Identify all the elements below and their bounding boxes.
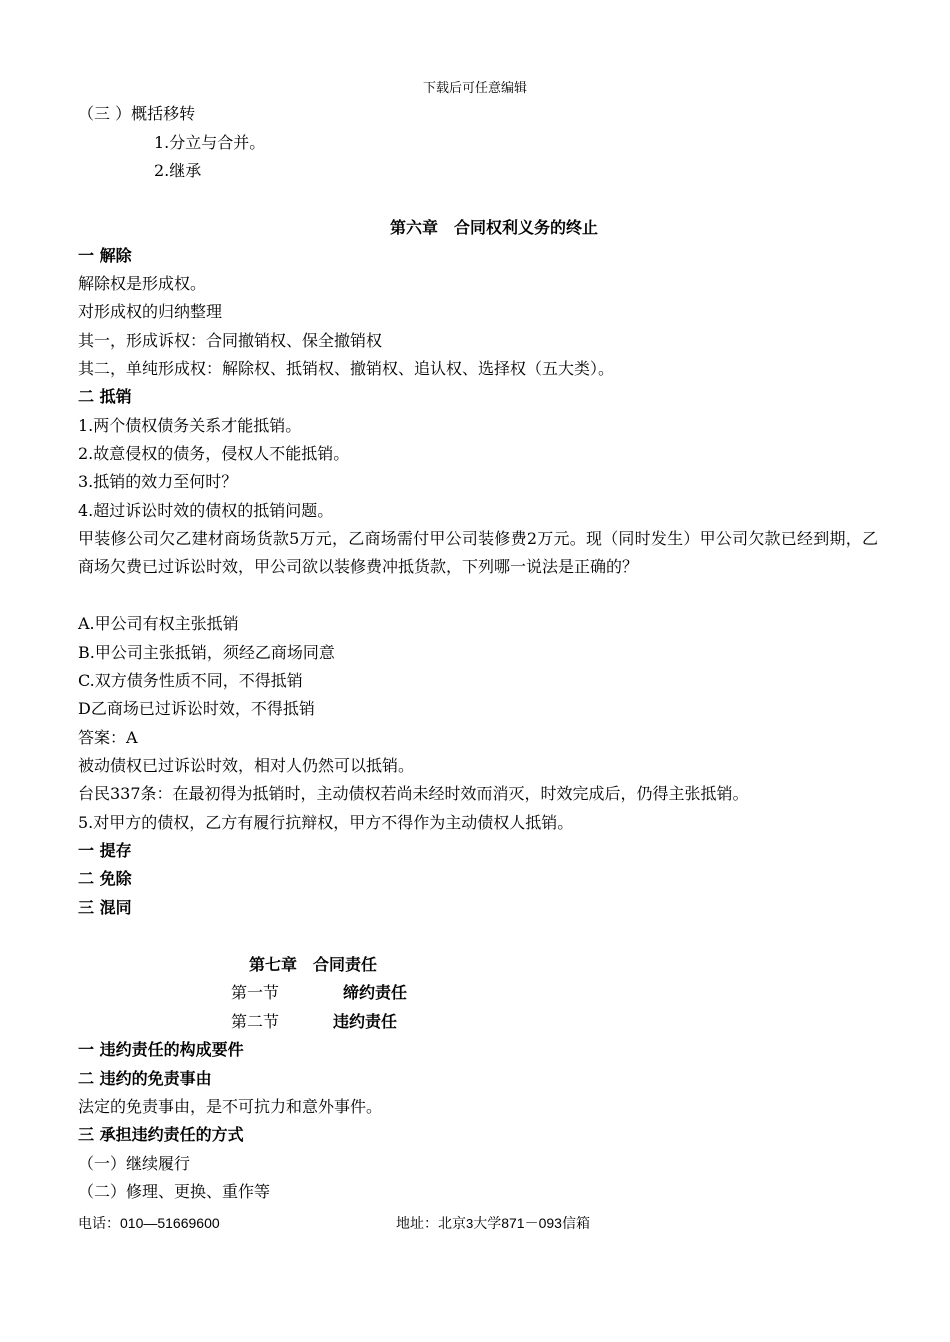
text-line: 5.对甲方的债权，乙方有履行抗辩权，甲方不得作为主动债权人抵销。 <box>78 813 574 832</box>
section1-title: 缔约责任 <box>343 983 408 1002</box>
answer-option-b: B.甲公司主张抵销，须经乙商场同意 <box>78 643 335 662</box>
list-item: 3.抵销的效力至何时？ <box>78 472 238 491</box>
section-title-exemption: 二 违约的免责事由 <box>78 1069 212 1088</box>
footer-phone: 电话：010—51669600 <box>78 1215 220 1231</box>
list-item: 1.两个债权债务关系才能抵销。 <box>78 416 302 435</box>
section-title-rescission: 一 解除 <box>78 246 132 265</box>
page-header: 下载后可任意编辑 <box>422 80 527 95</box>
text-line: 其二，单纯形成权：解除权、抵销权、撤销权、追认权、选择权（五大类）。 <box>78 359 615 378</box>
question-paragraph: 甲装修公司欠乙建材商场货款5万元，乙商场需付甲公司装修费2万元。现（同时发生）甲公司欠款已经到期，乙商场欠费已过诉讼时效，甲公司欲以装修费冲抵货款，下列哪一说法是正确的？ <box>78 529 878 576</box>
section-title-liability-methods: 三 承担违约责任的方式 <box>78 1125 244 1144</box>
chapter7-title: 第七章 合同责任 <box>249 955 378 974</box>
section-title-release: 二 免除 <box>78 869 132 888</box>
list-item: 2.故意侵权的债务，侵权人不能抵销。 <box>78 444 350 463</box>
section2-label: 第二节 <box>231 1012 280 1031</box>
chapter6-title: 第六章 合同权利义务的终止 <box>390 218 599 237</box>
footer-address-suffix: 大学871－093信箱 <box>473 1215 590 1231</box>
answer-option-c: C.双方债务性质不同，不得抵销 <box>78 671 303 690</box>
section1-label: 第一节 <box>231 983 280 1002</box>
list-item: （一）继续履行 <box>78 1154 191 1173</box>
text-line: 其一，形成诉权：合同撤销权、保全撤销权 <box>78 331 383 350</box>
text-line: 解除权是形成权。 <box>78 274 207 293</box>
text-line: 对形成权的归纳整理 <box>78 302 223 321</box>
section-title-deposit: 一 提存 <box>78 841 132 860</box>
footer-address <box>396 1214 590 1233</box>
section2-title: 违约责任 <box>333 1012 398 1031</box>
page-number: 3 <box>466 1216 474 1231</box>
list-item: 4.超过诉讼时效的债权的抵销问题。 <box>78 501 334 520</box>
section-title-elements: 一 违约责任的构成要件 <box>78 1040 244 1059</box>
list-item: 1.分立与合并。 <box>154 133 266 152</box>
answer-option-a: A.甲公司有权主张抵销 <box>78 614 239 633</box>
list-item: （二）修理、更换、重作等 <box>78 1182 271 1201</box>
answer: 答案：A <box>78 728 138 747</box>
text-line: 被动债权已过诉讼时效，相对人仍然可以抵销。 <box>78 756 415 775</box>
footer-address-prefix: 地址：北京 <box>396 1215 466 1231</box>
text-line: 法定的免责事由，是不可抗力和意外事件。 <box>78 1097 383 1116</box>
answer-option-d: D乙商场已过诉讼时效，不得抵销 <box>78 699 315 718</box>
list-item: 2.继承 <box>154 161 202 180</box>
text-line: 台民337条：在最初得为抵销时，主动债权若尚未经时效而消灭，时效完成后，仍得主张抵销。 <box>78 784 749 803</box>
section-heading-general-transfer: （三 ）概括移转 <box>78 104 196 123</box>
section-title-merger: 三 混同 <box>78 898 132 917</box>
section-title-setoff: 二 抵销 <box>78 387 132 406</box>
